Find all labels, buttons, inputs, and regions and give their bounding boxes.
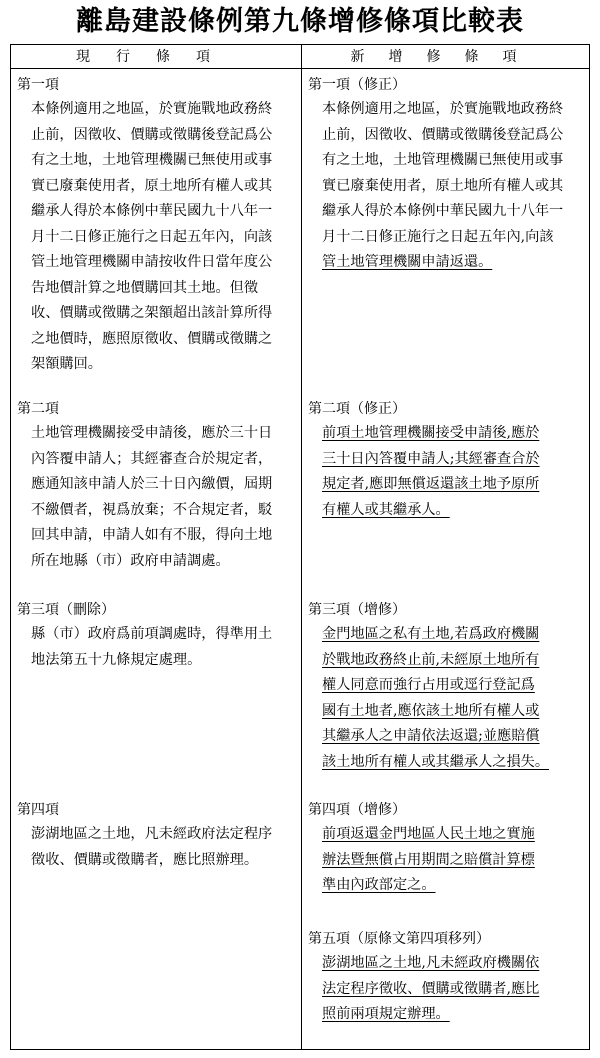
- clause-line: 本條例適用之地區，於實施戰地政務終: [31, 101, 273, 117]
- clause-line: 告地價計算之地價購回其土地。但徵: [31, 279, 259, 296]
- clause-heading: 第四項（增修）: [308, 802, 406, 818]
- current-clause-1: [17, 75, 299, 378]
- clause-heading: 第四項: [17, 802, 59, 818]
- header-current: 現行條項: [11, 45, 301, 69]
- clause-line-underlined: 辦法暨無償占用期間之賠償計算標: [322, 851, 535, 868]
- clause-line: 所在地縣（市）政府申請調處。: [31, 552, 230, 569]
- clause-line-underlined: 三十日內答覆申請人;其經審查合於: [322, 450, 540, 467]
- clause-line: 有之土地，土地管理機關已無使用或事: [322, 152, 564, 168]
- clause-line: 不繳價者，視爲放棄；不合規定者，駁: [31, 501, 273, 518]
- clause-line: 實已廢棄使用者，原土地所有權人或其: [322, 177, 564, 194]
- clause-line: 有之土地，土地管理機關已無使用或事: [31, 152, 273, 168]
- clause-line-underlined: 權人同意而強行占用或逕行登記爲: [322, 677, 535, 693]
- new-clause-4: [308, 800, 588, 899]
- comparison-table: [10, 44, 590, 1050]
- clause-line: 收、價購或徵購之架額超出該計算所得: [31, 305, 273, 321]
- new-clause-2: [308, 399, 588, 523]
- page-title: 離島建設條例第九條增修條項比較表: [76, 6, 524, 37]
- clause-line-underlined: 有權人或其繼承人。: [322, 501, 450, 518]
- clause-heading: 第三項（刪除）: [17, 602, 115, 618]
- clause-line: 徵收、價購或徵購者，應比照辦理。: [31, 851, 259, 868]
- clause-line-underlined: 國有土地者,應依該土地所有權人或: [322, 702, 540, 719]
- current-clause-3: [17, 600, 299, 673]
- clause-heading: 第三項（增修）: [308, 602, 406, 618]
- clause-body: [308, 822, 588, 899]
- clause-heading: 第一項: [17, 77, 59, 93]
- current-clause-4: [17, 800, 299, 873]
- clause-line: 回其申請，申請人如有不服，得向土地: [31, 527, 273, 543]
- clause-line-underlined: 前項返還金門地區人民土地之實施: [322, 826, 535, 842]
- header-new: 新增修條項: [302, 45, 589, 69]
- clause-line-underlined: 其繼承人之申請依法返還;並應賠償: [322, 728, 540, 744]
- clause-body: [308, 421, 588, 523]
- clause-line: 止前，因徵收、價購或徵購後登記爲公: [322, 126, 564, 143]
- clause-line-underlined: 金門地區之私有土地,若爲政府機關: [322, 626, 540, 642]
- clause-line-underlined: 照前兩項規定辦理。: [322, 1006, 450, 1022]
- clause-body: [308, 951, 588, 1028]
- clause-line: 地法第五十九條規定處理。: [31, 651, 202, 668]
- clause-line-underlined: 該土地所有權人或其繼承人之損失。: [322, 753, 550, 770]
- clause-line: 應通知該申請人於三十日內繳價，屆期: [31, 476, 273, 492]
- clause-line-underlined: 準由內政部定之。: [322, 877, 436, 893]
- clause-line: 縣（市）政府爲前項調處時，得準用土: [31, 626, 273, 642]
- clause-line: 實已廢棄使用者，原土地所有權人或其: [31, 177, 273, 194]
- clause-line: 內答覆申請人；其經審查合於規定者，: [31, 450, 273, 467]
- new-clause-3: [308, 600, 588, 775]
- clause-body: [17, 622, 299, 673]
- clause-heading: 第二項（修正）: [308, 401, 406, 417]
- current-clause-2: [17, 399, 299, 574]
- clause-line: 繼承人得於本條例中華民國九十八年一: [31, 203, 273, 219]
- clause-body: [17, 822, 299, 873]
- clause-line: 繼承人得於本條例中華民國九十八年一: [322, 203, 564, 219]
- clause-line: 之地價時，應照原徵收、價購或徵購之: [31, 330, 273, 347]
- clause-heading: 第二項: [17, 401, 59, 417]
- clause-line: 月十二日修正施行之日起五年內,向該: [322, 228, 554, 245]
- clause-line-underlined: 管土地管理機關申請返還。: [322, 254, 493, 270]
- clause-body: [17, 97, 299, 378]
- clause-line: 澎湖地區之土地，凡未經政府法定程序: [31, 826, 273, 842]
- clause-line: 管土地管理機關申請按收件日當年度公: [31, 254, 273, 270]
- clause-body: [17, 421, 299, 574]
- new-clause-1: [308, 75, 588, 276]
- clause-line-underlined: 前項土地管理機關接受申請後,應於: [322, 425, 540, 441]
- new-clause-5: [308, 929, 588, 1028]
- clause-line: 止前，因徵收、價購或徵購後登記爲公: [31, 126, 273, 143]
- clause-line-underlined: 法定程序徵收、價購或徵購者,應比: [322, 980, 540, 997]
- clause-line: 架額購回。: [31, 356, 102, 372]
- clause-line-underlined: 澎湖地區之土地,凡未經政府機關依: [322, 955, 540, 971]
- clause-heading: 第一項（修正）: [308, 77, 406, 93]
- clause-line-underlined: 規定者,應即無償返還該土地予原所: [322, 476, 540, 492]
- clause-body: [308, 622, 588, 775]
- clause-line: 土地管理機關接受申請後，應於三十日: [31, 425, 273, 441]
- column-divider: [301, 45, 302, 1049]
- clause-body: [308, 97, 588, 276]
- clause-line-underlined: 於戰地政務終止前,未經原土地所有: [322, 651, 540, 668]
- clause-heading: 第五項（原條文第四項移列）: [308, 931, 490, 947]
- clause-line: 月十二日修正施行之日起五年內，向該: [31, 228, 273, 245]
- clause-line: 本條例適用之地區，於實施戰地政務終: [322, 101, 564, 117]
